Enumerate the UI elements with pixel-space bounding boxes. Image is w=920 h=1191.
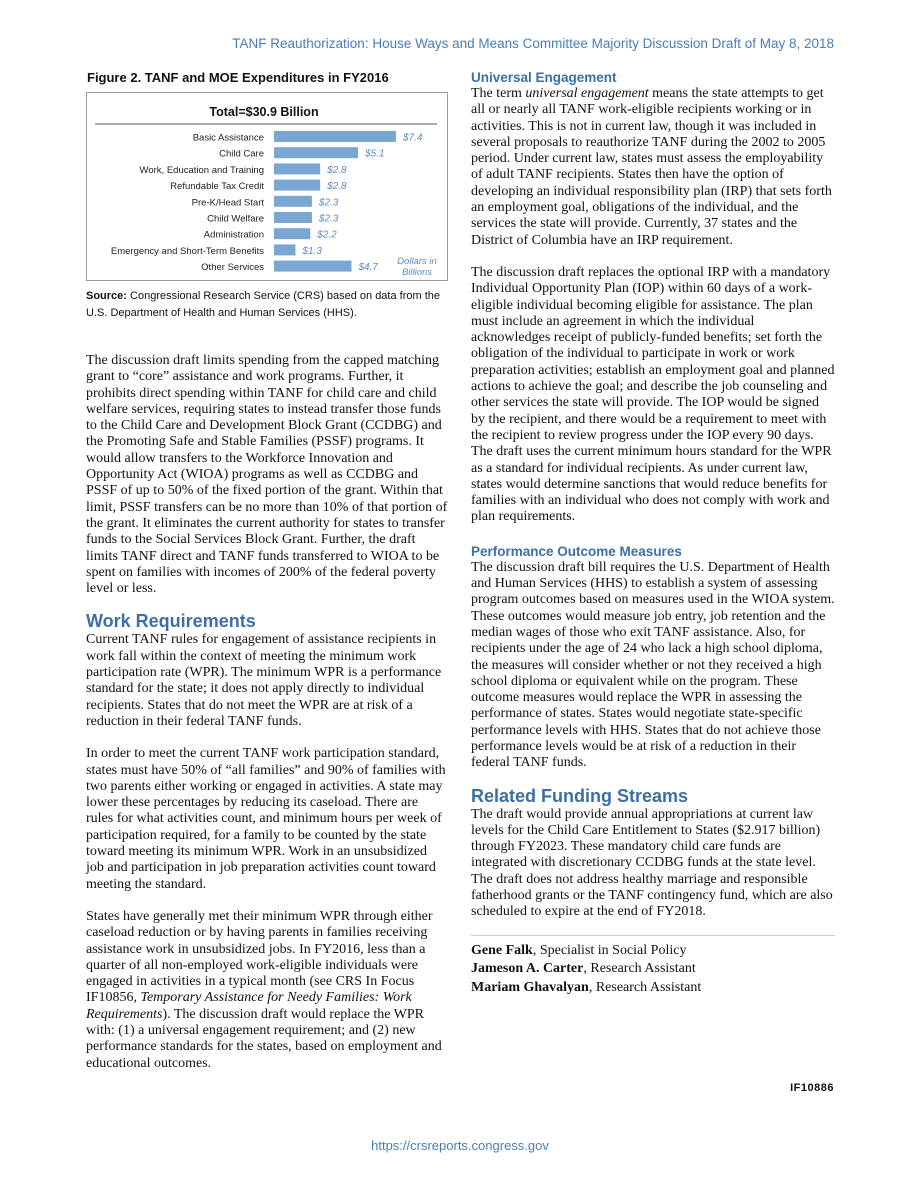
bar [274, 163, 320, 174]
value-label: $2.8 [327, 164, 347, 176]
value-label: $2.8 [327, 181, 347, 193]
category-label: Child Welfare [207, 213, 264, 225]
value-label: $7.4 [403, 132, 423, 144]
author-line [471, 979, 835, 998]
bar [274, 244, 295, 255]
source-label: Source: [86, 290, 127, 302]
category-label: Work, Education and Training [139, 164, 264, 176]
unit-note-line1: Dollars in [397, 256, 437, 267]
paragraph-universal-engagement [471, 86, 835, 249]
source-text: Congressional Research Service (CRS) based on data from the U.S. Department of Health and Human Services (HHS). [86, 290, 441, 319]
ue-text-b: means the state attempts to get all or nearly all TANF work-eligible recipients working or in activities. This is not in current law, though it was included in several proposals to reauthorize TANF during the 2002 to 2005 period. Under current law, states must assess the employability of adult TANF recipients. States then have the option of developing an individual responsibility plan (IRP) that sets forth an employment goal, obligations of the individual, and the services the state will provide. Currently, 37 states and the District of Columbia have an IRP requirement. [471, 86, 832, 248]
value-label: $5.1 [365, 148, 385, 160]
running-header: TANF Reauthorization: House Ways and Means Committee Majority Discussion Draft of May 8, 2018 [232, 36, 834, 51]
category-label: Pre-K/Head Start [191, 197, 264, 209]
author-line [471, 960, 835, 979]
crs-report-title: Temporary Assistance for Needy Families: Work Requirements [86, 990, 412, 1022]
figure-title: Figure 2. TANF and MOE Expenditures in FY2016 [87, 70, 389, 85]
paragraph-performance-outcomes: The discussion draft bill requires the U.S. Department of Health and Human Services (HHS) to establish a system of assessing program outcomes based on measures used in the WIOA system. These outcomes would measure job entry, job retention and the median wages of those who exit TANF assistance. Also, for recipients under the age of 24 who lack a high school diploma, the measures will consider whether or not they received a high school diploma or equivalent while on the program. These outcome measures would replace the WPR in assessing the performance of states. States would negotiate state-specific performance levels with HHS. States that do not achieve those performance levels would be at risk of a reduction in their federal TANF funds. [471, 559, 835, 771]
paragraph-wpr-standard: In order to meet the current TANF work participation standard, states must have 50% of “all families” and 90% of families with two parents either working or engaged in activities. A state may lower these percentages by reducing its caseload. There are rules for what activities count, and minimum hours per week of participation required, for a family to be counted by the state toward meeting its minimum WPR. Work in an unsubsidized job and participation in job preparation activities count toward meeting the standard. [86, 746, 446, 892]
paragraph-related-funding: The draft would provide annual appropriations at current law levels for the Child Care Entitlement to States ($2.917 billion) through FY2023. These mandatory child care funds are integrated with discretionary CCDBG funds at the state level. The draft does not address healthy marriage and responsible fatherhood grants or the TANF contingency fund, which are also scheduled to expire at the end of FY2018. [471, 806, 833, 920]
author-line [471, 942, 835, 961]
footer-url[interactable]: https://crsreports.congress.gov [371, 1138, 549, 1153]
report-code: IF10886 [790, 1082, 834, 1094]
value-label: $4.7 [358, 262, 378, 274]
category-label: Emergency and Short-Term Benefits [110, 245, 264, 257]
ue-term: universal engagement [525, 86, 649, 101]
bar [274, 147, 358, 158]
author-role: , Specialist in Social Policy [532, 942, 687, 958]
right-column [471, 70, 835, 997]
bar [274, 261, 351, 272]
category-label: Administration [203, 229, 264, 241]
value-label: $1.3 [302, 245, 322, 257]
author-role: , Research Assistant [583, 961, 696, 977]
author-block [471, 935, 835, 998]
expenditure-bar-chart [87, 93, 447, 280]
wpr-history-text-a: States have generally met their minimum WPR through either caseload reduction or by having parents in families receiving assistance work in unsubsidized jobs. In FY2016, less than a quarter of all non-employed work-eligible individuals were engaged in activities in a typical month (see CRS In Focus IF10856, [86, 908, 433, 1006]
paragraph-iop: The discussion draft replaces the optional IRP with a mandatory Individual Opportunity Plan (IOP) within 60 days of a work-eligible individual becoming eligible for assistance. The plan must include an agreement in which the individual acknowledges receipt of publicly-funded benefits; set forth the obligation of the individual to participate in work or work preparation activities; establish an employment goal and planned actions to achieve the goal; and describe the job counseling and other services the state will provide. The IOP would be signed by the recipient, and there would be a requirement to meet with the recipient to review progress under the IOP every 90 days. The draft uses the current minimum hours standard for the WPR as a standard for individual recipients. As under current law, states would determine sanctions that would reduce benefits for families with an individual who does not comply with work and plan requirements. [471, 264, 835, 525]
bar [274, 196, 312, 207]
category-label: Refundable Tax Credit [170, 181, 264, 193]
author-role: , Research Assistant [588, 979, 702, 995]
value-label: $2.2 [317, 229, 337, 241]
figure-source [86, 288, 448, 322]
category-label: Other Services [201, 262, 264, 274]
wpr-history-text-b: ). The discussion draft would replace the WPR with: (1) a universal engagement requirement; and (2) new performance standards for the states, based on employment and educational outcomes. [86, 1006, 442, 1071]
left-column [86, 70, 448, 1072]
author-name: Mariam Ghavalyan [471, 979, 589, 995]
heading-universal-engagement: Universal Engagement [471, 70, 617, 85]
category-label: Child Care [219, 148, 264, 160]
heading-work-requirements: Work Requirements [86, 611, 256, 632]
chart-title: Total=$30.9 Billion [209, 105, 319, 119]
paragraph-wpr-rules: Current TANF rules for engagement of assistance recipients in work fall within the context of meeting the minimum work participation rate (WPR). The minimum WPR is a performance standard for the state; it does not apply directly to individual recipients. States that do not meet the WPR are at risk of a reduction in their federal TANF funds. [86, 632, 442, 729]
heading-performance-outcome-measures: Performance Outcome Measures [471, 543, 682, 559]
paragraph-wpr-history [86, 909, 448, 1072]
paragraph-spending-limits: The discussion draft limits spending from the capped matching grant to “core” assistance and work programs. Further, it prohibits direct spending within TANF for child care and child welfare services, requiring states to instead transfer those funds to the Child Care and Development Block Grant (CCDBG) and the Promoting Safe and Stable Families (PSSF) programs. It would allow transfers to the Workforce Innovation and Opportunity Act (WIOA) programs as well as CCDBG and PSSF of up to 50% of the fixed portion of the grant. Within that limit, PSSF transfers can be no more than 10% of that portion of the grant. It eliminates the current authority for states to transfer funds to the Social Services Block Grant. Further, the draft limits TANF direct and TANF funds transferred to WIOA to be spent on families with incomes of 200% of the federal poverty level or less. [86, 353, 448, 597]
author-name: Gene Falk [471, 942, 533, 958]
value-label: $2.3 [318, 213, 339, 225]
bar [274, 131, 396, 142]
chart-frame [86, 92, 448, 281]
author-name: Jameson A. Carter [471, 961, 584, 977]
bar [274, 228, 310, 239]
value-label: $2.3 [318, 197, 339, 209]
category-label: Basic Assistance [192, 132, 264, 144]
ue-text-a: The term [471, 86, 526, 101]
unit-note-line2: Billions [401, 267, 433, 278]
heading-related-funding-streams: Related Funding Streams [471, 785, 689, 806]
bar [274, 180, 320, 191]
bar [274, 212, 312, 223]
